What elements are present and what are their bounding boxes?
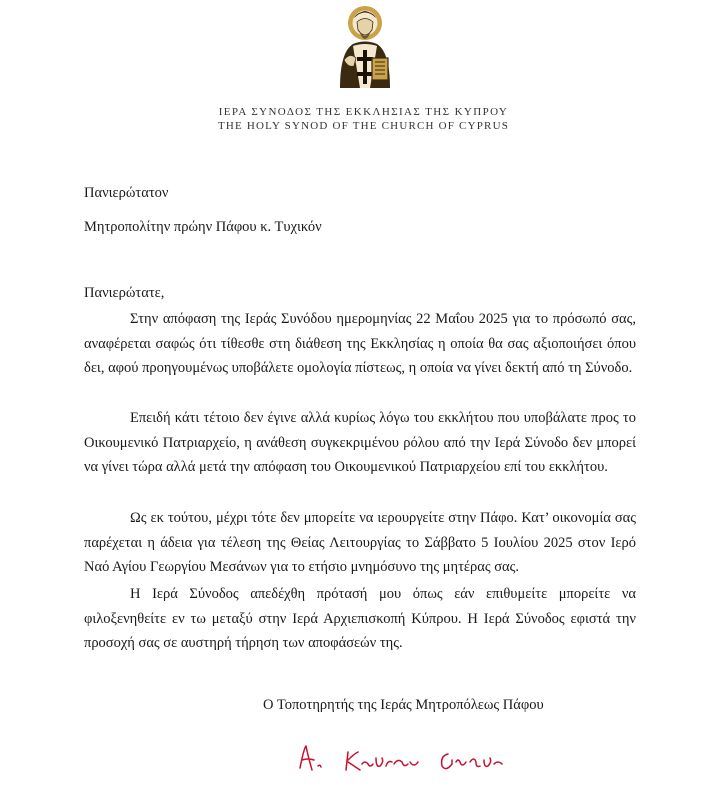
salutation: Πανιερώτατε,	[84, 285, 165, 301]
handwritten-signature	[290, 738, 510, 782]
recipient-name: Μητροπολίτην πρώην Πάφου κ. Τυχικόν	[84, 219, 322, 235]
recipient-title: Πανιερώτατον	[84, 185, 169, 201]
letterhead-title-english: THE HOLY SYNOD OF THE CHURCH OF CYPRUS	[217, 120, 510, 132]
paragraph-3: Ως εκ τούτου, μέχρι τότε δεν μπορείτε να ιερουργείτε στην Πάφο. Κατ’ οικονομία σας παρέχεται η άδεια για τέλεση της Θείας Λειτουργίας το Σάββατο 5 Ιουλίου 2025 στον Ιερό Ναό Αγίου Γεωργίου Μεσάνων για το ετήσιο μνημόσυνο της μητέρας σας.	[84, 510, 636, 575]
paragraph-4: Η Ιερά Σύνοδος απεδέχθη πρότασή μου όπως εάν επιθυμείτε μπορείτε να φιλοξενηθείτε εν τω μεταξύ στην Ιερά Αρχιεπισκοπή Κύπρου. Η Ιερά Σύνοδος εφιστά την προσοχή σας σε αυστηρή τήρηση των αποφάσεών της.	[84, 586, 636, 651]
paragraph-1: Στην απόφαση της Ιεράς Συνόδου ημερομηνίας 22 Μαΐου 2025 για το πρόσωπό σας, αναφέρεται σαφώς ότι τίθεσθε στη διάθεση της Εκκλησίας η οποία θα σας αξιοποιήσει όπου δει, αφού προηγουμένως υποβάλετε ομολογία πίστεως, η οποία να γίνει δεκτή από τη Σύνοδο.	[84, 311, 636, 376]
closing-title: Ο Τοποτηρητής της Ιεράς Μητροπόλεως Πάφου	[263, 697, 544, 713]
saint-icon	[328, 2, 402, 92]
letterhead	[0, 0, 727, 140]
letterhead-title-greek: ΙΕΡΑ ΣΥΝΟΔΟΣ ΤΗΣ ΕΚΚΛΗΣΙΑΣ ΤΗΣ ΚΥΠΡΟΥ	[218, 106, 509, 118]
paragraph-2: Επειδή κάτι τέτοιο δεν έγινε αλλά κυρίως λόγω του εκκλήτου που υποβάλατε προς το Οικουμενικό Πατριαρχείο, η ανάθεση συγκεκριμένου ρόλου από την Ιερά Σύνοδο δεν μπορεί να γίνει τώρα αλλά μετά την απόφαση του Οικουμενικού Πατριαρχείου επί του εκκλήτου.	[84, 410, 636, 475]
